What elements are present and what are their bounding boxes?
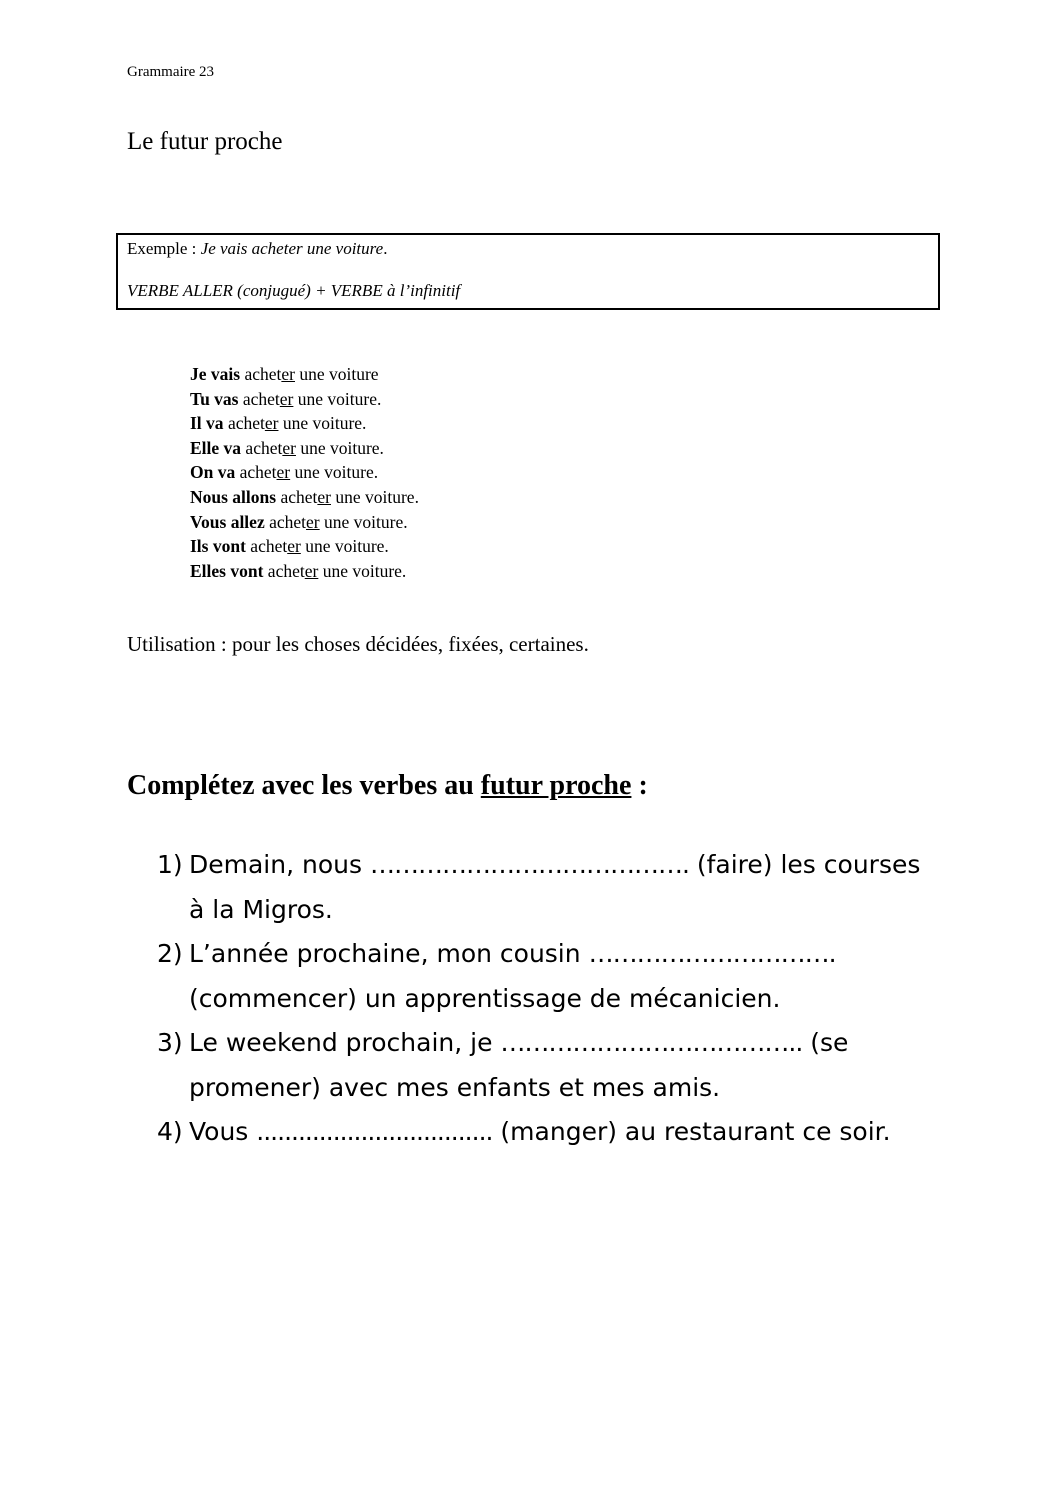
conj-rest: une voiture. [319, 511, 408, 532]
item-number: 1) [157, 850, 183, 879]
conj-subject: Il va [190, 413, 224, 434]
conj-subject: Elles vont [190, 560, 264, 581]
example-period: . [383, 239, 388, 258]
exercise-item [157, 932, 937, 1021]
conjugation-row [190, 460, 419, 485]
conj-stem: achet [276, 486, 318, 507]
answer-blank[interactable]: …………………………. [588, 939, 836, 968]
conjugation-row [190, 387, 419, 412]
item-number: 4) [157, 1117, 183, 1146]
exercise-item [157, 1021, 937, 1110]
item-text [189, 1110, 937, 1155]
example-sentence: Je vais acheter une voiture [200, 239, 384, 258]
conj-stem: achet [245, 536, 288, 557]
usage-note: Utilisation : pour les choses décidées, fixées, certaines. [127, 632, 589, 656]
exercise-list [157, 843, 937, 1155]
item-before: Demain, nous [189, 850, 370, 879]
item-before: Vous [189, 1117, 257, 1146]
conj-ending: er [287, 536, 301, 557]
conjugation-row [190, 534, 419, 559]
item-after: (faire) les courses à la Migros. [189, 850, 921, 924]
item-before: L’année prochaine, mon cousin [189, 939, 589, 968]
conj-stem: achet [235, 462, 277, 483]
item-before: Le weekend prochain, je [189, 1028, 501, 1057]
conj-subject: Tu vas [190, 388, 239, 409]
conj-rest: une voiture [294, 364, 379, 384]
conj-ending: er [282, 437, 296, 458]
answer-blank[interactable]: ……………………………….. [500, 1028, 803, 1057]
example-prefix: Exemple : [127, 239, 201, 258]
item-after: (se promener) avec mes enfants et mes amis. [189, 1028, 849, 1102]
conj-rest: une voiture. [278, 413, 367, 434]
conj-ending: er [304, 560, 319, 581]
conjugation-row [190, 559, 419, 584]
answer-blank[interactable]: …………………………………. [369, 850, 689, 879]
page-title: Le futur proche [127, 128, 283, 155]
conjugation-table [190, 362, 419, 583]
conj-ending: er [264, 413, 279, 434]
conjugation-row [190, 411, 419, 436]
conjugation-row [190, 510, 419, 535]
document-label: Grammaire 23 [127, 64, 215, 80]
answer-blank[interactable]: .................................. [256, 1117, 493, 1146]
item-text [189, 1021, 937, 1110]
conj-subject: Je vais [190, 364, 241, 384]
item-text [189, 843, 937, 932]
conjugation-row [190, 436, 419, 461]
conj-rest: une voiture. [330, 486, 419, 507]
conjugation-row [190, 362, 419, 387]
exercise-title-prefix: Complétez avec les verbes au [127, 770, 481, 801]
conj-rest: une voiture. [290, 462, 379, 483]
conj-stem: achet [264, 511, 307, 532]
conj-ending: er [306, 511, 320, 532]
conj-rest: une voiture. [300, 536, 389, 557]
item-number: 2) [157, 939, 183, 968]
conj-rest: une voiture. [318, 560, 407, 581]
conj-stem: achet [263, 560, 305, 581]
exercise-item [157, 843, 937, 932]
conj-subject: Vous allez [190, 511, 265, 532]
conj-stem: achet [238, 388, 280, 409]
conj-ending: er [281, 364, 295, 384]
item-after: (commencer) un apprentissage de mécanicien. [189, 983, 781, 1013]
item-number: 3) [157, 1028, 183, 1057]
grammar-rule: VERBE ALLER (conjugué) + VERBE à l’infinitif [127, 281, 461, 300]
exercise-title [127, 770, 648, 802]
conj-stem: achet [240, 364, 282, 384]
example-box [116, 233, 940, 310]
exercise-item [157, 1110, 937, 1155]
example-line [127, 238, 938, 280]
conj-stem: achet [241, 437, 283, 458]
conj-subject: On va [190, 462, 236, 483]
conj-subject: Ils vont [190, 536, 246, 557]
conj-subject: Nous allons [190, 486, 277, 507]
conj-ending: er [279, 388, 294, 409]
conj-rest: une voiture. [293, 388, 382, 409]
exercise-title-keyword: futur proche [480, 770, 632, 801]
exercise-title-suffix: : [631, 770, 648, 801]
conj-subject: Elle va [190, 437, 242, 458]
conj-ending: er [317, 486, 331, 507]
conj-rest: une voiture. [295, 437, 384, 458]
item-after: (manger) au restaurant ce soir. [492, 1117, 891, 1146]
item-text [189, 932, 937, 1021]
conj-ending: er [276, 462, 291, 483]
conjugation-row [190, 485, 419, 510]
conj-stem: achet [223, 413, 265, 434]
